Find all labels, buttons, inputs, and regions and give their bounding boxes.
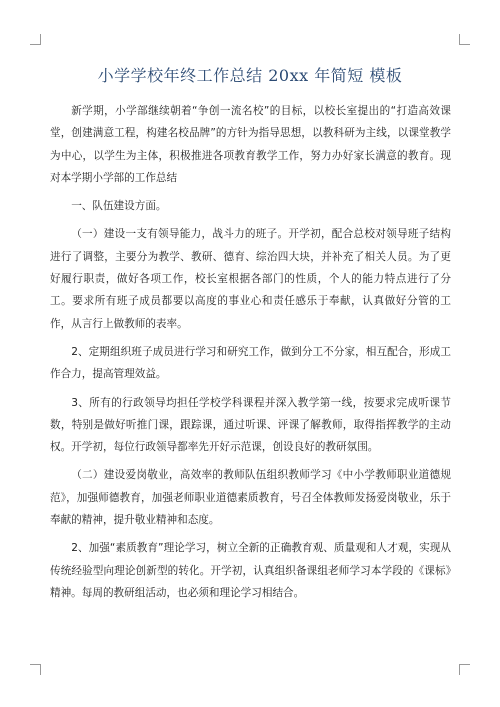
paragraph-study: 2、定期组织班子成员进行学习和研究工作，做到分工不分家，相互配合，形成工作合力，提高管理效益。 <box>50 345 451 381</box>
crop-mark-top-left <box>30 34 41 45</box>
paragraph-teacher-team: （二）建设爱岗敬业，高效率的教师队伍组织教师学习《中小学教师职业道德规范》，加强师德教育，加强老师职业道德素质教育，号召全体教师发扬爱岗敬业，乐于奉献的精神，提升敬业精神和态度。 <box>50 469 451 527</box>
paragraph-intro: 新学期，小学部继续朝着“争创一流名校”的目标，以校长室提出的“打造高效课堂，创建满意工程，构建名校品牌”的方针为指导思想，以教科研为主线，以课堂教学为中心，以学生为主体，积极推进各项教育教学工作，努力办好家长满意的教育。现对本学期小学部的工作总结 <box>50 105 451 184</box>
document-body <box>50 100 451 610</box>
section-heading-team: 一、队伍建设方面。 <box>71 200 167 213</box>
paragraph-quality-education: 2、加强“素质教育”理论学习，树立全新的正确教育观、质量观和人才观，实现从传统经验型向理论创新型的转化。开学初，认真组织备课组老师学习本学段的《课标》精神。每周的教研组活动，也必须和理论学习相结合。 <box>50 542 451 599</box>
document-title: 小学学校年终工作总结 20xx 年简短 模板 <box>97 66 403 85</box>
paragraph-leadership: （一）建设一支有领导能力，战斗力的班子。开学初，配合总校对领导班子结构进行了调整，主要分为教学、教研、德育、综治四大块，并补充了相关人员。为了更好履行职责，做好各项工作，校长室根据各部门的性质，个人的能力特点进行了分工。要求所有班子成员都要以高度的事业心和责任感乐于奉献，认真做好分管的工作，从言行上做教师的表率。 <box>50 228 451 330</box>
crop-mark-bottom-left <box>30 664 41 675</box>
crop-mark-bottom-right <box>459 664 470 675</box>
crop-mark-top-right <box>459 34 470 45</box>
paragraph-teaching: 3、所有的行政领导均担任学校学科课程并深入教学第一线，按要求完成听课节数，特别是做好听推门课，跟踪课，通过听课、评课了解教师，取得指挥教学的主动权。开学初，每位行政领导都率先开好示范课，创设良好的教研氛围。 <box>50 396 451 454</box>
